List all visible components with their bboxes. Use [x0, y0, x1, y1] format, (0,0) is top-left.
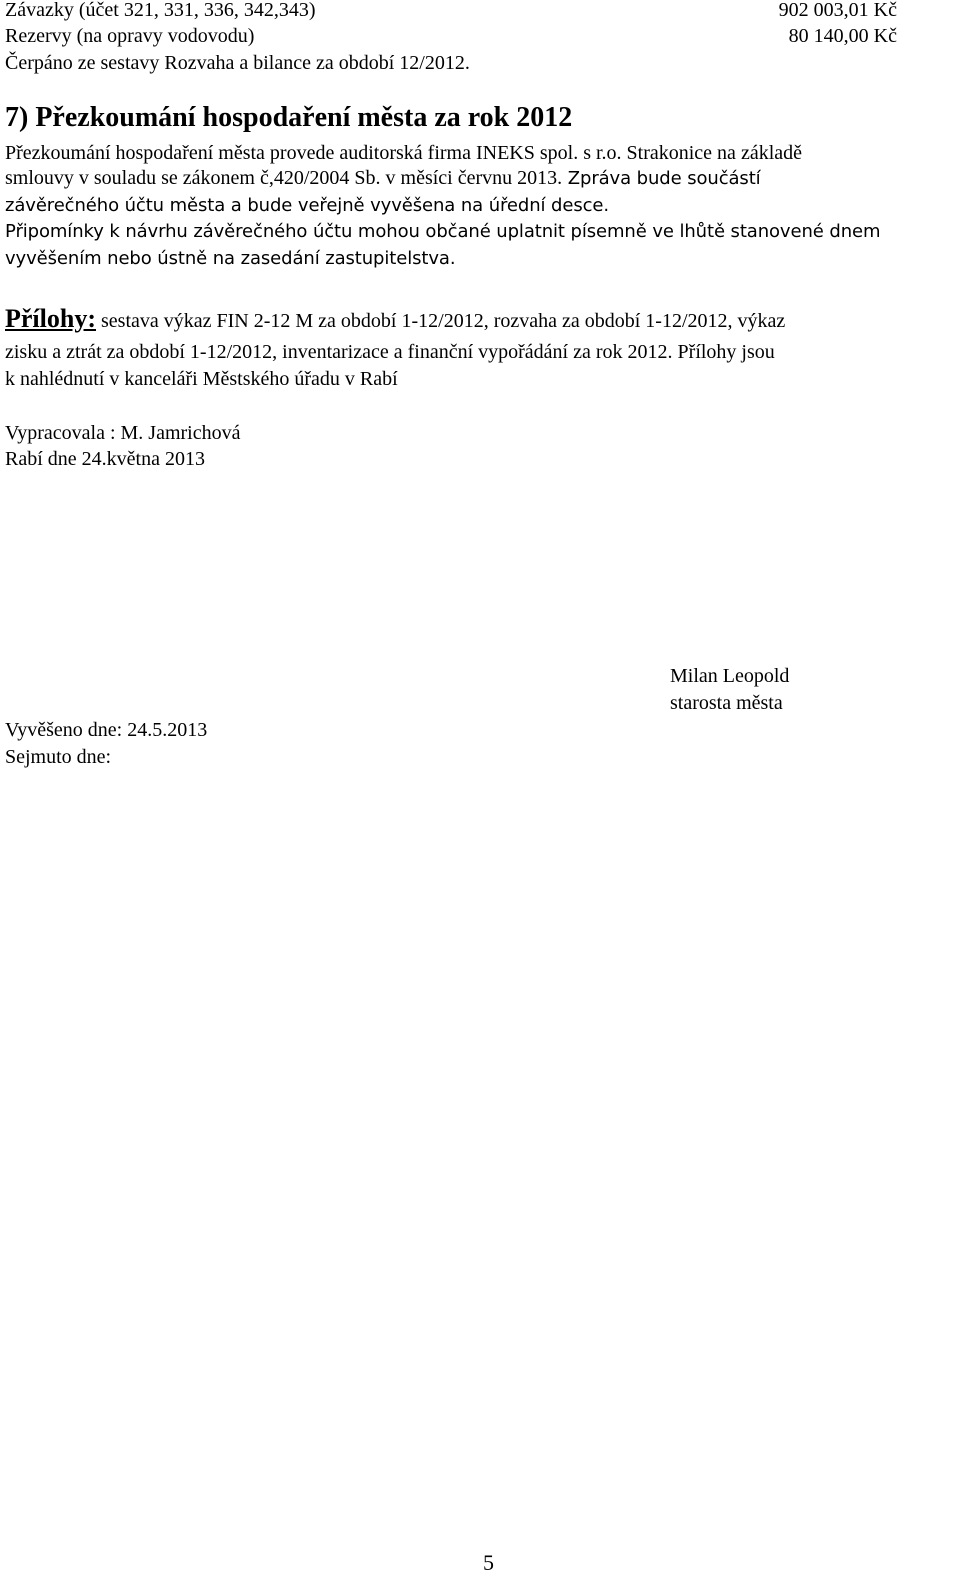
- section-paragraph-line: závěrečného účtu města a bude veřejně vyvěšena na úřední desce.: [5, 195, 610, 216]
- section-paragraph-line: vyvěšením nebo ústně na zasedání zastupitelstva.: [5, 248, 456, 269]
- section-paragraph-line: Připomínky k návrhu závěrečného účtu mohou občané uplatnit písemně ve lhůtě stanovené dnem: [5, 221, 881, 242]
- removed-date: Sejmuto dne:: [5, 746, 112, 768]
- attachments-text: sestava výkaz FIN 2-12 M za období 1-12/2012, rozvaha za období 1-12/2012, výkaz: [96, 310, 786, 332]
- section-paragraph-line: Přezkoumání hospodaření města provede auditorská firma INEKS spol. s r.o. Strakonice na základě: [5, 142, 803, 164]
- section-heading: 7) Přezkoumání hospodaření města za rok 2012: [5, 102, 573, 133]
- prepared-date: Rabí dne 24.května 2013: [5, 448, 205, 470]
- attachments-label: Přílohy:: [5, 304, 96, 333]
- summary-value-rezervy: 80 140,00 Kč: [788, 25, 897, 47]
- attachments-line: zisku a ztrát za období 1-12/2012, inventarizace a finanční vypořádání za rok 2012. Přílohy jsou: [5, 341, 775, 363]
- signature-name: Milan Leopold: [670, 665, 790, 687]
- summary-label-rezervy: Rezervy (na opravy vodovodu): [5, 25, 255, 47]
- section-text-sans: Zpráva bude součástí: [562, 168, 761, 189]
- summary-value-zavazky: 902 003,01 Kč: [778, 0, 897, 21]
- summary-note: Čerpáno ze sestavy Rozvaha a bilance za období 12/2012.: [5, 52, 470, 74]
- prepared-by: Vypracovala : M. Jamrichová: [5, 422, 241, 444]
- attachments-line: [5, 306, 785, 334]
- section-text-serif: smlouvy v souladu se zákonem č,420/2004 Sb. v měsíci červnu 2013.: [5, 167, 563, 189]
- section-paragraph-line: [5, 165, 761, 192]
- posted-date: Vyvěšeno dne: 24.5.2013: [5, 719, 208, 741]
- signature-title: starosta města: [670, 692, 783, 714]
- summary-label-zavazky: Závazky (účet 321, 331, 336, 342,343): [5, 0, 316, 21]
- page-number: 5: [483, 1550, 494, 1575]
- attachments-line: k nahlédnutí v kanceláři Městského úřadu v Rabí: [5, 368, 398, 390]
